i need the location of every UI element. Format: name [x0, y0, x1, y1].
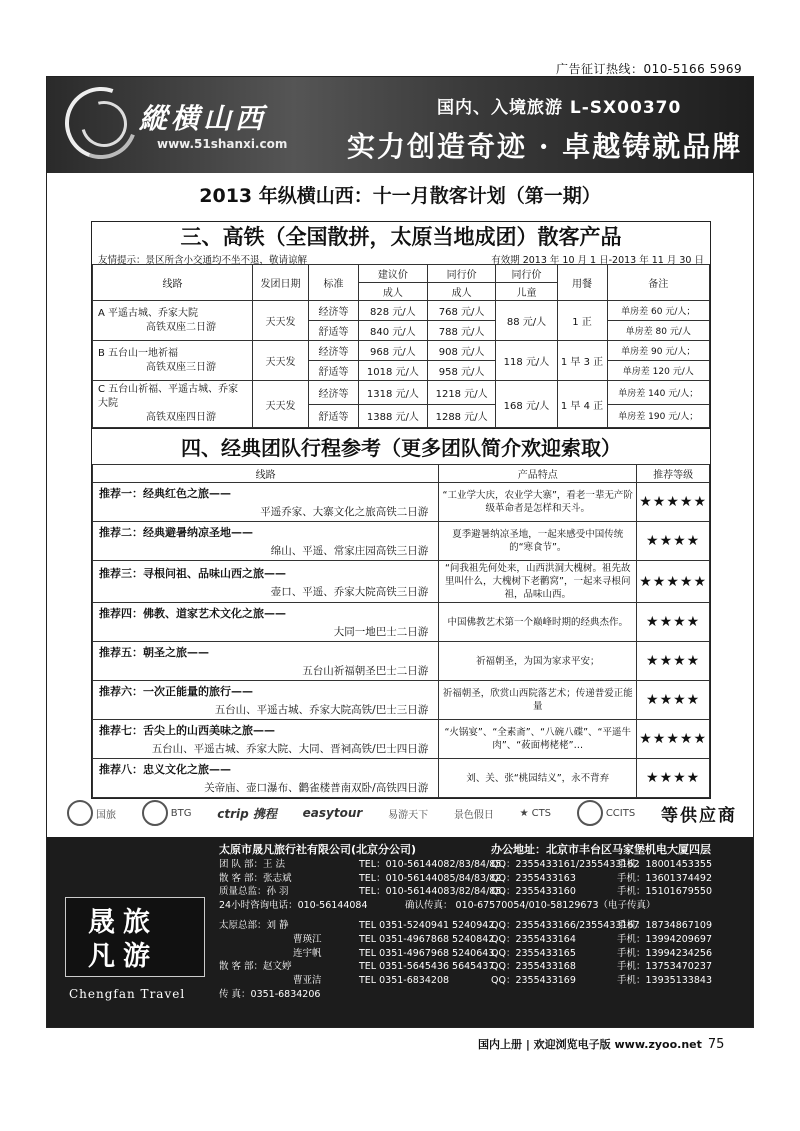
- col-rank: 推荐等级: [637, 465, 710, 483]
- rating-stars: ★★★★: [637, 522, 710, 561]
- route-cell: C 五台山祈福、平遥古城、乔家大院 高铁双座四日游: [93, 381, 253, 428]
- company-logo: [65, 897, 205, 977]
- peer-price: 958 元/人: [427, 361, 496, 381]
- supplier-logos: [67, 793, 737, 833]
- feature-cell: 中国佛教艺术第一个巅峰时期的经典杰作。: [439, 603, 637, 642]
- col-peer-child: 同行价: [496, 265, 557, 283]
- contact-row: 质量总监：孙 羽 TEL：010-56144083/82/84/85 QQ：2355433160 手机：15101679550: [219, 886, 712, 898]
- peer-price: 908 元/人: [427, 341, 496, 361]
- itinerary-cell: 推荐二：经典避暑纳凉圣地—— 绵山、平遥、常家庄园高铁三日游: [93, 522, 439, 561]
- globe-icon: [67, 800, 93, 826]
- col-child: 儿童: [496, 283, 557, 301]
- note-cell: 单房差 140 元/人；: [607, 381, 709, 405]
- validity-text: 有效期 2013 年 10 月 1 日-2013 年 11 月 30 日: [491, 255, 704, 266]
- rating-stars: ★★★★★: [637, 483, 710, 522]
- table-row: [93, 381, 710, 405]
- tip-row: [92, 250, 710, 264]
- meal-cell: 1 早 3 正: [557, 341, 607, 381]
- page-footer: [478, 1036, 724, 1052]
- feature-cell: 夏季避暑纳凉圣地，一起来感受中国传统的“寒食节”。: [439, 522, 637, 561]
- itinerary-cell: 推荐三：寻根问祖、品味山西之旅—— 壶口、平遥、乔家大院高铁三日游: [93, 561, 439, 603]
- note-cell: 单房差 80 元/人: [607, 321, 709, 341]
- date-cell: 天天发: [253, 341, 309, 381]
- meal-cell: 1 正: [557, 301, 607, 341]
- table-row: [93, 642, 710, 681]
- date-cell: 天天发: [253, 301, 309, 341]
- route-cell: A 平遥古城、乔家大院 高铁双座二日游: [93, 301, 253, 341]
- ad-hotline: 广告征订热线：010-5166 5969: [556, 62, 743, 76]
- suggest-price: 968 元/人: [359, 341, 428, 361]
- itinerary-cell: 推荐七：舌尖上的山西美味之旅—— 五台山、平遥古城、乔家大院、大同、晋祠高铁/巴士四日游: [93, 720, 439, 759]
- section3-title: 三、高铁（全国散拼，太原当地成团）散客产品: [180, 225, 622, 249]
- col-adult2: 成人: [427, 283, 496, 301]
- col-feature: 产品特点: [439, 465, 637, 483]
- logo-line2: 凡游: [88, 941, 158, 972]
- peer-price: 788 元/人: [427, 321, 496, 341]
- table-header-row: [93, 465, 710, 483]
- meal-cell: 1 早 4 正: [557, 381, 607, 428]
- ring-icon: [577, 800, 603, 826]
- company-block: [47, 837, 753, 1027]
- standard-cell: 经济等: [309, 341, 359, 361]
- col-peer: 同行价: [427, 265, 496, 283]
- suggest-price: 1318 元/人: [359, 381, 428, 405]
- col-date: 发团日期: [253, 265, 309, 301]
- supplier-logo: ctrip 携程: [217, 806, 277, 821]
- child-price: 118 元/人: [496, 341, 557, 381]
- company-name: 太原市晟凡旅行社有限公司(北京分公司): [219, 843, 417, 856]
- rating-stars: ★★★★★: [637, 561, 710, 603]
- col-adult: 成人: [359, 283, 428, 301]
- table-row: [93, 720, 710, 759]
- feature-cell: 祈福朝圣，欣赏山西院落艺术；传递普爱正能量: [439, 681, 637, 720]
- col-meal: 用餐: [557, 265, 607, 301]
- rating-stars: ★★★★: [637, 642, 710, 681]
- group-itinerary-table: [92, 464, 710, 798]
- section4-title: 四、经典团队行程参考（更多团队简介欢迎索取）: [92, 428, 710, 464]
- suggest-price: 828 元/人: [359, 301, 428, 321]
- temple-icon: [142, 800, 168, 826]
- col-standard: 标准: [309, 265, 359, 301]
- feature-cell: “火锅宴”、“全素斋”、“八碗八碟”、“平遥牛肉”、“莜面栲栳栳”…: [439, 720, 637, 759]
- rating-stars: ★★★★: [637, 681, 710, 720]
- col-suggest: 建议价: [359, 265, 428, 283]
- rating-stars: ★★★★: [637, 759, 710, 798]
- supplier-logo: 景色假日: [453, 809, 494, 821]
- itinerary-cell: 推荐五：朝圣之旅—— 五台山祈福朝圣巴士二日游: [93, 642, 439, 681]
- itinerary-cell: 推荐一：经典红色之旅—— 平遥乔家、大寨文化之旅高铁二日游: [93, 483, 439, 522]
- products-box: [91, 221, 711, 799]
- supplier-logo: CCITS: [577, 800, 635, 826]
- slogan: 实力创造奇迹 · 卓越铸就品牌: [347, 130, 743, 163]
- date-cell: 天天发: [253, 381, 309, 428]
- route-cell: B 五台山一地祈福 高铁双座三日游: [93, 341, 253, 381]
- peer-price: 1288 元/人: [427, 404, 496, 428]
- page-number: 75: [707, 1037, 725, 1052]
- supplier-logo: easytour: [302, 806, 363, 820]
- supplier-logo: 国旅: [67, 800, 116, 826]
- suggest-price: 1018 元/人: [359, 361, 428, 381]
- ad-frame: [46, 76, 754, 1028]
- standard-cell: 经济等: [309, 301, 359, 321]
- train-products-table: [92, 264, 710, 428]
- standard-cell: 经济等: [309, 381, 359, 405]
- col-note: 备注: [607, 265, 709, 301]
- table-row: [93, 341, 710, 361]
- supplier-title: 等供应商: [660, 805, 737, 826]
- itinerary-cell: 推荐六：一次正能量的旅行—— 五台山、平遥古城、乔家大院高铁/巴士三日游: [93, 681, 439, 720]
- logo-line1: 晟旅: [88, 907, 158, 938]
- table-header-row: [93, 265, 710, 283]
- table-row: [93, 759, 710, 798]
- fax-row: 传 真：0351-6834206: [219, 988, 321, 1000]
- logo-url: www.51shanxi.com: [157, 137, 288, 151]
- contact-row: 曹瑛江 TEL 0351-4967868 5240842 QQ：2355433164 手机：13994209697: [293, 933, 712, 945]
- contact-row: 曹亚洁 TEL 0351-6834208 QQ：2355433169 手机：13935133843: [293, 975, 712, 987]
- table-row: [93, 603, 710, 642]
- note-cell: 单房差 190 元/人；: [607, 404, 709, 428]
- col-route: 线路: [93, 265, 253, 301]
- feature-cell: “问我祖先何处来，山西洪洞大槐树。祖先故里叫什么，大槐树下老鹳窝”，一起来寻根问祖，品味山西。: [439, 561, 637, 603]
- contact-row: 散 客 部：张志斌 TEL：010-56144085/84/83/82 QQ：2355433163 手机：13601374492: [219, 872, 712, 884]
- itinerary-cell: 推荐八：忠义文化之旅—— 关帝庙、壶口瀑布、鹳雀楼普南双卧/高铁四日游: [93, 759, 439, 798]
- note-cell: 单房差 90 元/人；: [607, 341, 709, 361]
- contact-row: 团 队 部：王 法 TEL：010-56144082/83/84/85 QQ：2355433161/2355433162 手机：18001453355: [219, 858, 712, 870]
- rating-stars: ★★★★★: [637, 720, 710, 759]
- table-row: [93, 681, 710, 720]
- col-line: 线路: [93, 465, 439, 483]
- supplier-logo: BTG: [142, 800, 192, 826]
- contact-row: 太原总部：刘 静 TEL 0351-5240941 5240942 QQ：2355433166/2355433167 手机：18734867109: [219, 919, 712, 931]
- standard-cell: 舒适等: [309, 361, 359, 381]
- contact-row: 连宇帆 TEL 0351-4967968 5240643 QQ：2355433165 手机：13994234256: [293, 947, 712, 959]
- peer-price: 768 元/人: [427, 301, 496, 321]
- table-row: [93, 483, 710, 522]
- logo-text: 縱横山西: [139, 102, 268, 135]
- page-title: 2013 年纵横山西：十一月散客计划（第一期）: [199, 185, 601, 207]
- itinerary-cell: 推荐四：佛教、道家艺术文化之旅—— 大同一地巴士二日游: [93, 603, 439, 642]
- license-number: 国内、入境旅游 L-SX00370: [437, 98, 682, 118]
- banner: [47, 77, 753, 173]
- tip-text: 友情提示：景区所含小交通均不坐不退，敬请谅解: [98, 255, 308, 266]
- rating-stars: ★★★★: [637, 603, 710, 642]
- note-cell: 单房差 60 元/人；: [607, 301, 709, 321]
- table-row: [93, 301, 710, 321]
- company-logo-en: Chengfan Travel: [69, 987, 186, 1001]
- supplier-logo: ★ CTS: [519, 807, 552, 819]
- suggest-price: 1388 元/人: [359, 404, 428, 428]
- note-cell: 单房差 120 元/人: [607, 361, 709, 381]
- feature-cell: “工业学大庆，农业学大寨”，看老一辈无产阶级革命者是怎样和天斗。: [439, 483, 637, 522]
- supplier-logo: 易游天下: [388, 809, 429, 821]
- contact-row: 散 客 部：赵文婷 TEL 0351-5645436 5645437 QQ：2355433168 手机：13753470237: [219, 961, 712, 973]
- standard-cell: 舒适等: [309, 321, 359, 341]
- footer-text: 国内上册 | 欢迎浏览电子版 www.zyoo.net: [478, 1038, 702, 1051]
- child-price: 168 元/人: [496, 381, 557, 428]
- table-row: [93, 561, 710, 603]
- standard-cell: 舒适等: [309, 404, 359, 428]
- company-contacts: [219, 843, 749, 1002]
- feature-cell: 祈福朝圣，为国为家求平安；: [439, 642, 637, 681]
- peer-price: 1218 元/人: [427, 381, 496, 405]
- company-address: 办公地址：北京市丰台区马家堡机电大厦四层: [491, 843, 711, 856]
- hotline-row: 24小时咨询电话：010-56144084 确认传真： 010-67570054/010-58129673（电子传真）: [219, 900, 656, 912]
- suggest-price: 840 元/人: [359, 321, 428, 341]
- table-row: [93, 522, 710, 561]
- child-price: 88 元/人: [496, 301, 557, 341]
- star-icon: ★: [519, 807, 529, 819]
- feature-cell: 刘、关、张“桃园结义”，永不背弃: [439, 759, 637, 798]
